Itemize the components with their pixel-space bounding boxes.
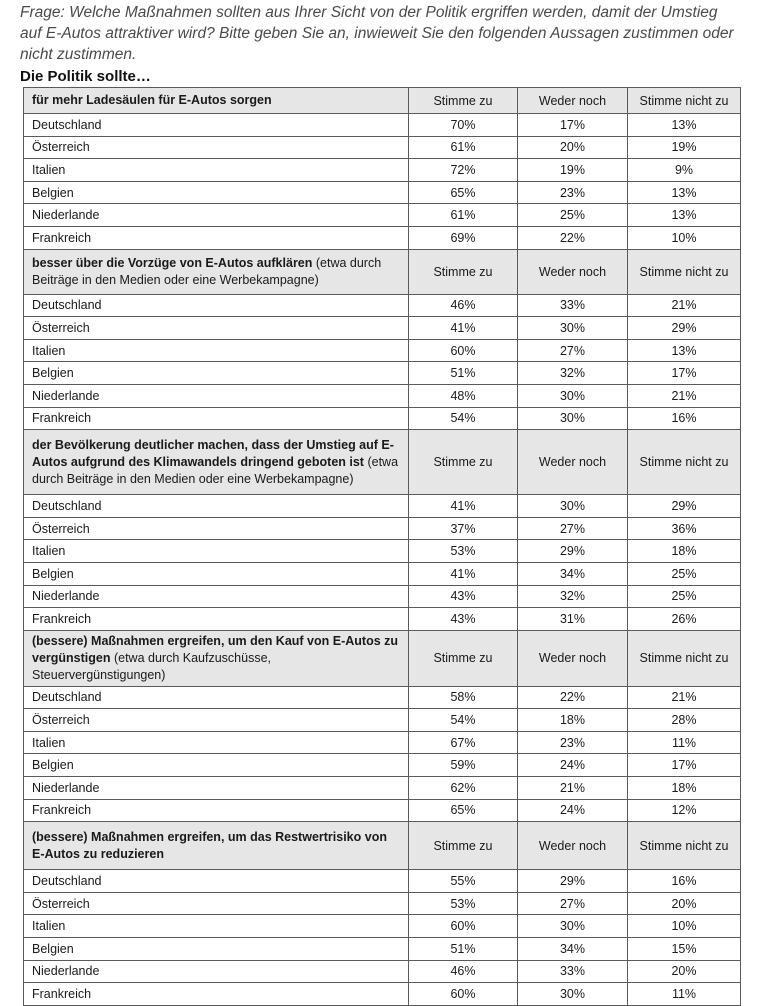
table-row xyxy=(24,983,741,1006)
column-header: Stimme zu xyxy=(409,822,518,870)
column-header: Stimme nicht zu xyxy=(628,630,741,686)
survey-table xyxy=(23,87,741,1006)
section-header-row xyxy=(24,249,741,294)
column-header: Weder noch xyxy=(518,822,628,870)
country-cell: Österreich xyxy=(24,517,409,540)
country-cell: Niederlande xyxy=(24,204,409,227)
value-cell: 27% xyxy=(518,892,628,915)
column-header: Stimme zu xyxy=(409,630,518,686)
value-cell: 20% xyxy=(628,892,741,915)
country-cell: Österreich xyxy=(24,317,409,340)
value-cell: 31% xyxy=(518,608,628,631)
value-cell: 26% xyxy=(628,608,741,631)
value-cell: 30% xyxy=(518,407,628,430)
country-cell: Frankreich xyxy=(24,226,409,249)
table-row xyxy=(24,317,741,340)
country-cell: Österreich xyxy=(24,709,409,732)
section-header-row xyxy=(24,822,741,870)
value-cell: 16% xyxy=(628,870,741,893)
value-cell: 55% xyxy=(409,870,518,893)
table-row xyxy=(24,585,741,608)
value-cell: 51% xyxy=(409,362,518,385)
value-cell: 18% xyxy=(628,540,741,563)
value-cell: 13% xyxy=(628,114,741,137)
value-cell: 61% xyxy=(409,136,518,159)
value-cell: 48% xyxy=(409,384,518,407)
value-cell: 13% xyxy=(628,181,741,204)
country-cell: Italien xyxy=(24,159,409,182)
country-cell: Niederlande xyxy=(24,777,409,800)
value-cell: 22% xyxy=(518,226,628,249)
table-row xyxy=(24,384,741,407)
country-cell: Deutschland xyxy=(24,870,409,893)
value-cell: 59% xyxy=(409,754,518,777)
value-cell: 65% xyxy=(409,799,518,822)
table-row xyxy=(24,709,741,732)
table-row xyxy=(24,915,741,938)
country-cell: Frankreich xyxy=(24,799,409,822)
statement-detail-text: (etwa durch Beiträge in den Medien oder eine Werbekampagne) xyxy=(32,255,382,287)
value-cell: 25% xyxy=(628,585,741,608)
value-cell: 21% xyxy=(628,686,741,709)
table-row xyxy=(24,226,741,249)
section-header-row xyxy=(24,88,741,114)
value-cell: 46% xyxy=(409,294,518,317)
table-row xyxy=(24,517,741,540)
country-cell: Deutschland xyxy=(24,686,409,709)
table-row xyxy=(24,686,741,709)
value-cell: 17% xyxy=(628,362,741,385)
value-cell: 60% xyxy=(409,339,518,362)
value-cell: 53% xyxy=(409,540,518,563)
table-caption: Die Politik sollte… xyxy=(20,68,151,85)
value-cell: 43% xyxy=(409,585,518,608)
question-text: Frage: Welche Maßnahmen sollten aus Ihrer Sicht von der Politik ergriffen werden, damit der Umstieg auf E-Autos attraktiver wird? Bitte geben Sie an, inwieweit Sie den folgenden Aussagen zustimmen oder nicht zustimmen. xyxy=(20,4,734,63)
value-cell: 33% xyxy=(518,294,628,317)
column-header: Weder noch xyxy=(518,630,628,686)
value-cell: 67% xyxy=(409,731,518,754)
country-cell: Italien xyxy=(24,731,409,754)
value-cell: 72% xyxy=(409,159,518,182)
country-cell: Belgien xyxy=(24,938,409,961)
value-cell: 53% xyxy=(409,892,518,915)
value-cell: 11% xyxy=(628,983,741,1006)
value-cell: 23% xyxy=(518,731,628,754)
table-row xyxy=(24,870,741,893)
statement-bold-text: (bessere) Maßnahmen ergreifen, um den Kauf von E-Autos zu vergünstigen xyxy=(32,633,399,665)
country-cell: Österreich xyxy=(24,136,409,159)
table-row xyxy=(24,204,741,227)
value-cell: 23% xyxy=(518,181,628,204)
column-header: Stimme zu xyxy=(409,430,518,495)
value-cell: 17% xyxy=(518,114,628,137)
table-row xyxy=(24,181,741,204)
value-cell: 32% xyxy=(518,585,628,608)
value-cell: 34% xyxy=(518,562,628,585)
country-cell: Italien xyxy=(24,540,409,563)
value-cell: 28% xyxy=(628,709,741,732)
section-statement xyxy=(24,249,409,294)
value-cell: 58% xyxy=(409,686,518,709)
country-cell: Deutschland xyxy=(24,294,409,317)
section-statement xyxy=(24,822,409,870)
table-row xyxy=(24,362,741,385)
value-cell: 37% xyxy=(409,517,518,540)
value-cell: 18% xyxy=(518,709,628,732)
value-cell: 30% xyxy=(518,495,628,518)
table-row xyxy=(24,754,741,777)
value-cell: 69% xyxy=(409,226,518,249)
value-cell: 22% xyxy=(518,686,628,709)
value-cell: 24% xyxy=(518,754,628,777)
value-cell: 21% xyxy=(628,384,741,407)
value-cell: 29% xyxy=(628,317,741,340)
value-cell: 46% xyxy=(409,960,518,983)
table-row xyxy=(24,799,741,822)
value-cell: 21% xyxy=(628,294,741,317)
table-row xyxy=(24,608,741,631)
value-cell: 60% xyxy=(409,915,518,938)
value-cell: 17% xyxy=(628,754,741,777)
statement-bold-text: besser über die Vorzüge von E-Autos aufklären xyxy=(32,255,313,270)
value-cell: 12% xyxy=(628,799,741,822)
column-header: Stimme zu xyxy=(409,88,518,114)
value-cell: 32% xyxy=(518,362,628,385)
country-cell: Niederlande xyxy=(24,960,409,983)
column-header: Weder noch xyxy=(518,88,628,114)
value-cell: 30% xyxy=(518,384,628,407)
value-cell: 61% xyxy=(409,204,518,227)
table-row xyxy=(24,960,741,983)
column-header: Stimme zu xyxy=(409,249,518,294)
country-cell: Deutschland xyxy=(24,495,409,518)
value-cell: 10% xyxy=(628,226,741,249)
country-cell: Österreich xyxy=(24,892,409,915)
value-cell: 62% xyxy=(409,777,518,800)
value-cell: 16% xyxy=(628,407,741,430)
value-cell: 9% xyxy=(628,159,741,182)
value-cell: 29% xyxy=(518,870,628,893)
table-row xyxy=(24,339,741,362)
value-cell: 51% xyxy=(409,938,518,961)
table-row xyxy=(24,938,741,961)
value-cell: 11% xyxy=(628,731,741,754)
value-cell: 60% xyxy=(409,983,518,1006)
section-statement xyxy=(24,88,409,114)
value-cell: 54% xyxy=(409,407,518,430)
value-cell: 19% xyxy=(518,159,628,182)
value-cell: 27% xyxy=(518,517,628,540)
value-cell: 41% xyxy=(409,495,518,518)
column-header: Stimme nicht zu xyxy=(628,430,741,495)
country-cell: Italien xyxy=(24,339,409,362)
country-cell: Belgien xyxy=(24,362,409,385)
value-cell: 25% xyxy=(628,562,741,585)
value-cell: 65% xyxy=(409,181,518,204)
statement-bold-text: der Bevölkerung deutlicher machen, dass der Umstieg auf E-Autos aufgrund des Klimawandels dringend geboten ist xyxy=(32,437,394,469)
value-cell: 34% xyxy=(518,938,628,961)
value-cell: 33% xyxy=(518,960,628,983)
column-header: Stimme nicht zu xyxy=(628,249,741,294)
section-header-row xyxy=(24,430,741,495)
column-header: Stimme nicht zu xyxy=(628,88,741,114)
country-cell: Niederlande xyxy=(24,585,409,608)
country-cell: Frankreich xyxy=(24,983,409,1006)
table-row xyxy=(24,777,741,800)
value-cell: 10% xyxy=(628,915,741,938)
value-cell: 30% xyxy=(518,983,628,1006)
value-cell: 18% xyxy=(628,777,741,800)
statement-bold-text: (bessere) Maßnahmen ergreifen, um das Restwertrisiko von E-Autos zu reduzieren xyxy=(32,829,387,861)
value-cell: 25% xyxy=(518,204,628,227)
column-header: Weder noch xyxy=(518,430,628,495)
value-cell: 15% xyxy=(628,938,741,961)
country-cell: Belgien xyxy=(24,181,409,204)
country-cell: Italien xyxy=(24,915,409,938)
value-cell: 36% xyxy=(628,517,741,540)
column-header: Weder noch xyxy=(518,249,628,294)
value-cell: 30% xyxy=(518,317,628,340)
value-cell: 29% xyxy=(518,540,628,563)
value-cell: 20% xyxy=(518,136,628,159)
value-cell: 21% xyxy=(518,777,628,800)
statement-detail-text: (etwa durch Kaufzuschüsse, Steuervergünstigungen) xyxy=(32,650,271,682)
country-cell: Belgien xyxy=(24,562,409,585)
table-row xyxy=(24,114,741,137)
country-cell: Frankreich xyxy=(24,407,409,430)
value-cell: 20% xyxy=(628,960,741,983)
value-cell: 24% xyxy=(518,799,628,822)
table-row xyxy=(24,540,741,563)
value-cell: 41% xyxy=(409,562,518,585)
statement-detail-text: (etwa durch Beiträge in den Medien oder eine Werbekampagne) xyxy=(32,454,399,486)
country-cell: Belgien xyxy=(24,754,409,777)
survey-table-body xyxy=(24,88,741,1006)
table-row xyxy=(24,294,741,317)
table-row xyxy=(24,562,741,585)
value-cell: 41% xyxy=(409,317,518,340)
value-cell: 30% xyxy=(518,915,628,938)
value-cell: 13% xyxy=(628,339,741,362)
section-statement xyxy=(24,430,409,495)
value-cell: 70% xyxy=(409,114,518,137)
table-row xyxy=(24,495,741,518)
value-cell: 27% xyxy=(518,339,628,362)
country-cell: Deutschland xyxy=(24,114,409,137)
value-cell: 29% xyxy=(628,495,741,518)
table-row xyxy=(24,136,741,159)
country-cell: Niederlande xyxy=(24,384,409,407)
table-row xyxy=(24,731,741,754)
value-cell: 13% xyxy=(628,204,741,227)
table-row xyxy=(24,407,741,430)
table-row xyxy=(24,159,741,182)
table-row xyxy=(24,892,741,915)
value-cell: 43% xyxy=(409,608,518,631)
value-cell: 54% xyxy=(409,709,518,732)
statement-bold-text: für mehr Ladesäulen für E-Autos sorgen xyxy=(32,93,272,107)
column-header: Stimme nicht zu xyxy=(628,822,741,870)
section-header-row xyxy=(24,630,741,686)
country-cell: Frankreich xyxy=(24,608,409,631)
section-statement xyxy=(24,630,409,686)
value-cell: 19% xyxy=(628,136,741,159)
